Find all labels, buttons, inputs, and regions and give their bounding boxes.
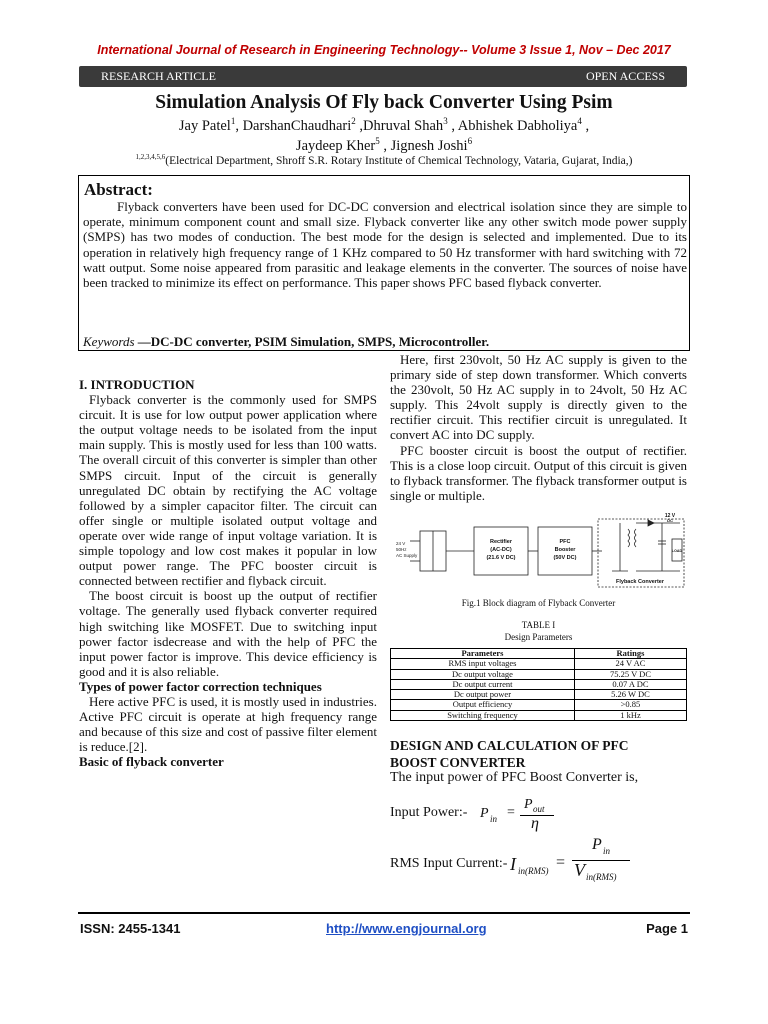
open-access-tag: OPEN ACCESS — [585, 69, 665, 83]
table-header-parameters: Parameters — [391, 649, 575, 659]
pfc-types-heading: Types of power factor correction techniques — [79, 678, 322, 694]
page-number: Page 1 — [646, 921, 688, 936]
design-heading: DESIGN AND CALCULATION OF PFC BOOST CONVERTER — [390, 738, 629, 770]
table-header-row — [391, 649, 687, 659]
figure-caption: Fig.1 Block diagram of Flyback Converter — [461, 598, 616, 608]
affiliation: $^{1,2,3,4,5,6}$(Electrical Department, Shroff S.R. Rotary Institute of Chemical Technology, Vataria, Gujarat, India,) — [135, 153, 633, 167]
rectifier-voltage: (21.6 V DC) — [486, 555, 516, 561]
table-row: Output efficiency >0.85 — [391, 700, 687, 710]
table-row: Switching frequency 1 kHz — [391, 710, 687, 720]
design-parameters-table — [390, 648, 687, 721]
table-number: TABLE I — [521, 620, 556, 630]
right-paragraph-2: PFC booster circuit is boost the output of rectifier. This is a close loop circuit. Output of this circuit is given to flyback transformer. The flyback transformer output is single or multiple. — [390, 442, 687, 503]
design-intro: The input power of PFC Boost Converter is, — [390, 770, 639, 785]
rms-input-current-formula: I in(RMS) = P in V in(RMS) — [510, 836, 640, 886]
rectifier-label: Rectifier — [489, 539, 513, 545]
paper-title: Simulation Analysis Of Fly back Converter Using Psim — [155, 92, 613, 113]
journal-url-link[interactable]: http://www.engjournal.org — [326, 921, 487, 936]
right-paragraph-1: Here, first 230volt, 50 Hz AC supply is given to the primary side of step down transformer. Which converts the 230volt, 50 Hz AC supply in to 24volt, 50 Hz AC supply. This 24volt supply is directly given to the rectifier circuit. This rectifier circuit is unregulated. It convert AC into DC supply. — [390, 352, 687, 443]
pfc-label: PFC — [559, 539, 571, 545]
table-row: Dc output power 5.26 W DC — [391, 690, 687, 700]
intro-heading: I. INTRODUCTION — [79, 377, 195, 392]
issn: ISSN: 2455-1341 — [80, 921, 181, 936]
keywords: Keywords —DC-DC converter, PSIM Simulation, SMPS, Microcontroller. — [83, 334, 490, 349]
supply-frequency-label: 50Hz — [396, 547, 407, 552]
flyback-converter-label: Flyback Converter — [616, 579, 664, 585]
research-article-tag: RESEARCH ARTICLE — [101, 69, 216, 83]
table-title: Design Parameters — [504, 632, 573, 642]
table-row: Dc output voltage 75.25 V DC — [391, 669, 687, 679]
input-power-label: Input Power:- — [390, 805, 468, 820]
article-type-bar — [79, 66, 687, 87]
rectifier-type: (AC-DC) — [490, 547, 512, 553]
rms-input-current-label: RMS Input Current:- — [390, 856, 508, 871]
abstract-body: Flyback converters have been used for DC-DC conversion and electrical isolation since they are simple to operate, minimum component count and small size. Flyback converter like any other switch mode power supply (SMPS) has two modes of conduction. The best mode for the design is selected and implemented. Due to its operation in relatively high frequency range of 1 KHz compared to 50 Hz transformer with hard switching with 72 watt output. Some noise appeared from parasitic and leakage elements in the converter. The sources of noise have been tracked to minimize its effect on performance. This paper shows PFC based flyback converter. — [83, 199, 687, 291]
intro-paragraph-1: Flyback converter is the commonly used for SMPS circuit. It is use for low output power application where the output voltage needs to be isolated from the input main supply. This is mostly used for less than 100 watts. The overall circuit of this converter is simpler than other SMPS circuit. Input of the circuit is generally unregulated DC obtain by rectifying the AC voltage followed by a simpler capacitor filter. The circuit can offer single or multiple isolated output voltage and operate over wide range of input voltage variation. It is simple topology and low cost makes it popular in low output power range. The PFC booster circuit is connected between rectifier and flyback circuit. — [79, 392, 377, 589]
input-power-formula: P in = P out η — [480, 795, 590, 835]
pfc-booster-label: Booster — [554, 547, 576, 553]
diode-symbol — [648, 520, 654, 526]
pfc-types-paragraph: Here active PFC is used, it is mostly used in industries. Active PFC circuit is operate at high frequency range and because of this size and cost of passive filter element is reduce.[2]. — [79, 693, 377, 755]
flyback-basic-heading: Basic of flyback converter — [79, 754, 224, 770]
abstract-heading: Abstract: — [84, 180, 153, 199]
flyback-converter-block — [598, 519, 684, 587]
pfc-voltage: (50V DC) — [553, 555, 577, 561]
block-diagram-figure — [390, 511, 686, 595]
intro-paragraph-2: The boost circuit is boost up the output of rectifier voltage. The generally used flyback converter required high switching like MOSFET. Due to switching input power factor isdecrease and with the help of PFC the input power factor is improve. This device efficiency is good and it is also reliable. — [79, 588, 377, 679]
table-header-ratings: Ratings — [574, 649, 686, 659]
journal-header: International Journal of Research in Engineering Technology-- Volume 3 Issue 1, Nov – Dec 2017 — [97, 43, 671, 57]
supply-voltage-label: 24 V — [396, 541, 406, 546]
table-row: RMS input voltages 24 V AC — [391, 659, 687, 669]
supply-label: AC Supply — [396, 553, 418, 558]
authors-line-1: Jay Patel$^1$, DarshanChaudhari$^2$ ,Dhruval Shah$^3$ , Abhishek Dabholiya$^4$ , — [178, 116, 590, 134]
footer-rule — [78, 912, 690, 914]
right-column-text — [390, 352, 687, 503]
table-row: Dc output current 0.07 A DC — [391, 679, 687, 689]
authors-line-2: Jaydeep Kher$^5$ , Jignesh Joshi$^6$ — [295, 136, 473, 154]
output-dc-label: DC — [667, 518, 673, 523]
load-label: LOAD — [671, 549, 683, 553]
left-column — [79, 377, 377, 769]
output-voltage-label: 12 V — [664, 513, 676, 519]
